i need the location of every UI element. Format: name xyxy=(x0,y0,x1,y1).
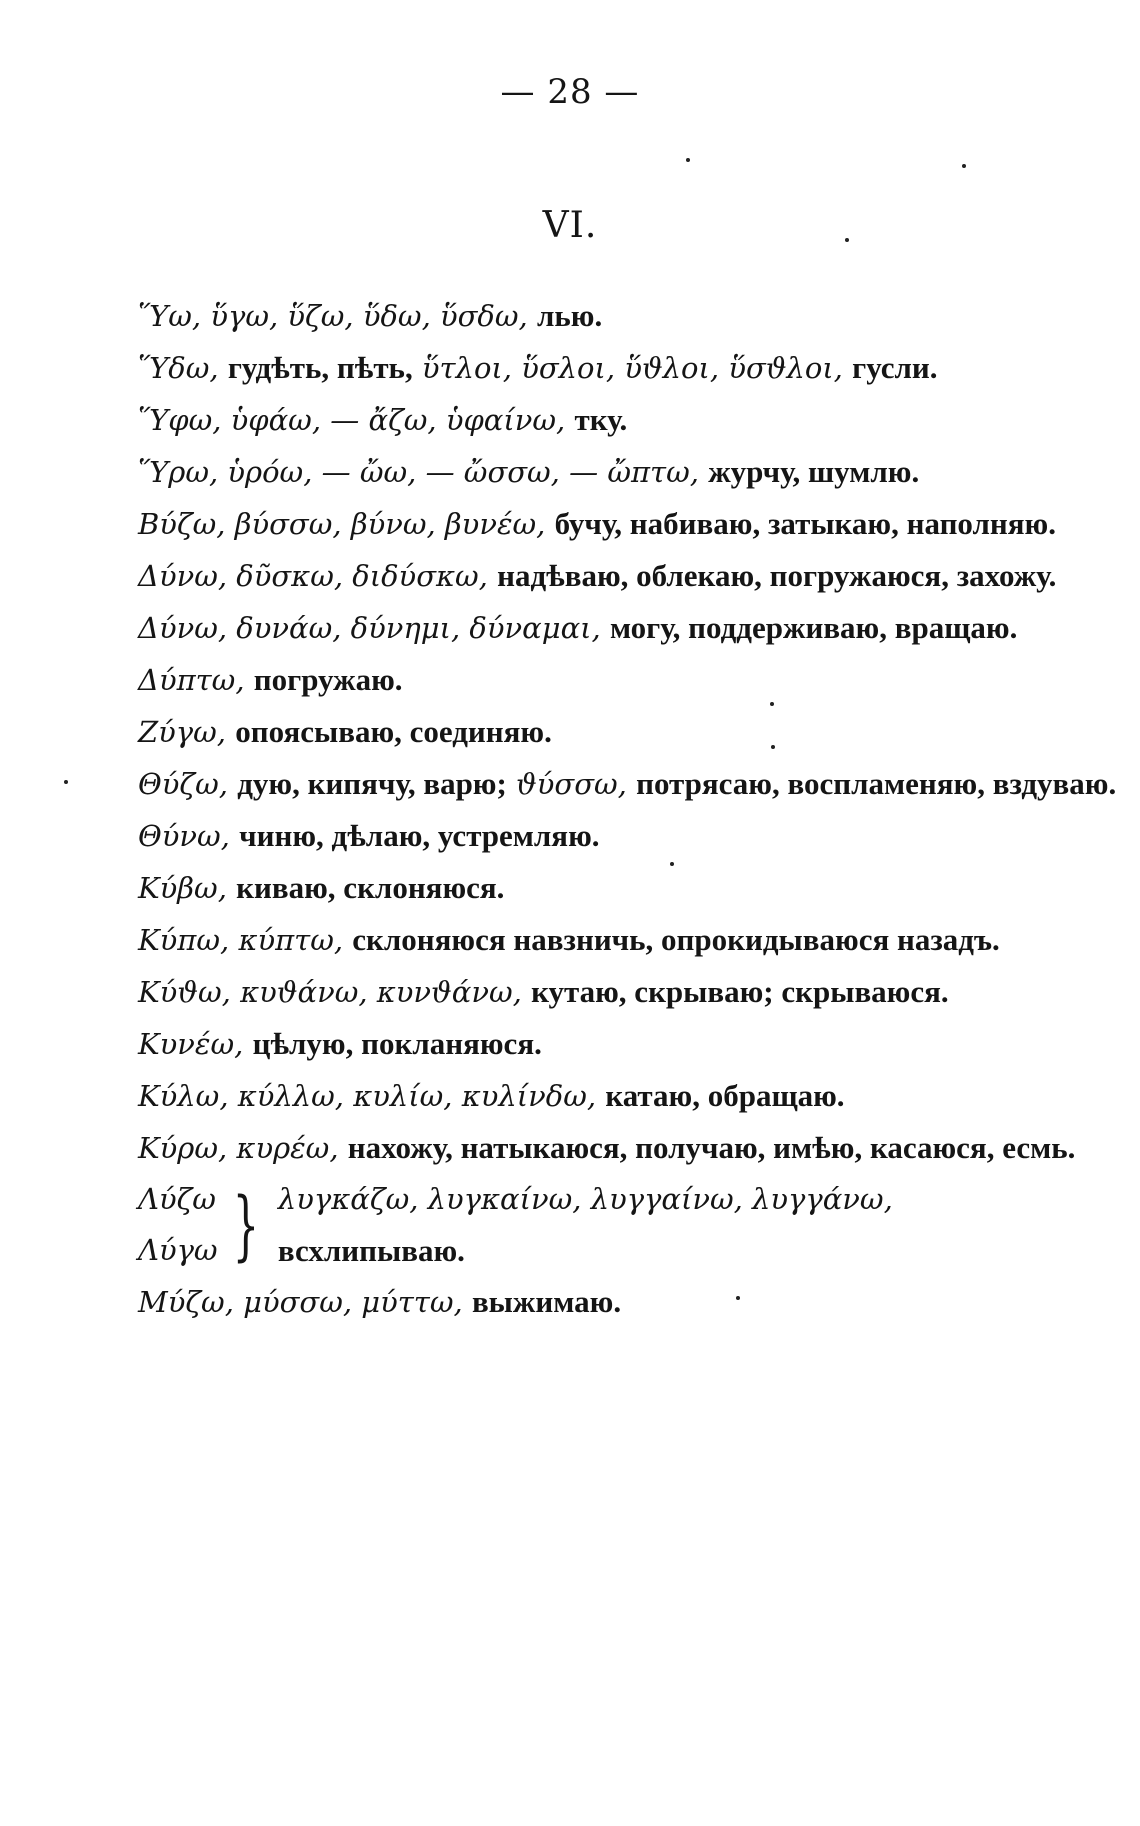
russian-gloss: катаю, обращаю. xyxy=(605,1078,845,1113)
dictionary-entry xyxy=(138,966,1118,1018)
scan-speck xyxy=(845,238,849,242)
russian-gloss: всхлипываю. xyxy=(277,1233,465,1268)
dictionary-entry xyxy=(138,550,1118,602)
scan-speck xyxy=(770,702,774,706)
greek-forms: Δύνω, δῦσκω, διδύσκω, xyxy=(138,559,488,593)
greek-forms-secondary: ϑύσσω, xyxy=(516,767,627,801)
dictionary-entry xyxy=(138,914,1118,966)
russian-gloss: надѣваю, облекаю, погружаюся, захожу. xyxy=(497,558,1057,593)
russian-gloss: могу, поддерживаю, вращаю. xyxy=(609,610,1018,645)
dictionary-entry xyxy=(138,758,1118,810)
dictionary-entry xyxy=(138,498,1118,550)
greek-forms: Κύπω, κύπτω, xyxy=(138,923,344,957)
greek-forms: Θύνω, xyxy=(138,819,230,853)
russian-gloss: нахожу, натыкаюся, получаю, имѣю, касаюся, есмь. xyxy=(347,1130,1076,1165)
scan-speck xyxy=(686,158,690,162)
greek-forms: Ὕδω, xyxy=(138,351,219,385)
russian-gloss: дую, кипячу, варю; xyxy=(237,766,507,801)
dictionary-entry xyxy=(138,1070,1118,1122)
dictionary-entry xyxy=(138,1276,1118,1328)
curly-brace: } xyxy=(232,1180,259,1269)
scan-speck xyxy=(771,745,775,749)
greek-forms: Κύλω, κύλλω, κυλίω, κυλίνδω, xyxy=(138,1079,597,1113)
page-number: — 28 — xyxy=(500,72,640,112)
dictionary-entry xyxy=(138,602,1118,654)
greek-forms: Ὕφω, ὑφάω, — ἄζω, ὑφαίνω, xyxy=(138,403,566,437)
dictionary-entry xyxy=(138,394,1118,446)
braced-headwords xyxy=(138,1174,218,1276)
russian-gloss: кутаю, скрываю; скрываюся. xyxy=(531,974,949,1009)
russian-gloss: гудѣть, пѣть, xyxy=(227,350,413,385)
greek-forms: Κύρω, κυρέω, xyxy=(138,1131,339,1165)
greek-forms: Ὕρω, ὑρόω, — ὤω, — ὤσσω, — ὤπτω, xyxy=(138,455,699,489)
greek-forms-secondary: ὕτλοι, ὕσλοι, ὕϑλοι, ὕσϑλοι, xyxy=(421,351,843,385)
greek-forms: Βύζω, βύσσω, βύνω, βυνέω, xyxy=(138,507,546,541)
scan-speck xyxy=(962,164,966,168)
scan-speck xyxy=(670,862,674,866)
greek-forms: Δύνω, δυνάω, δύνημι, δύναμαι, xyxy=(138,611,601,645)
greek-forms: Ὕω, ὕγω, ὕζω, ὕδω, ὕσδω, xyxy=(138,299,528,333)
russian-gloss: цѣлую, покланяюся. xyxy=(252,1026,542,1061)
russian-gloss: журчу, шумлю. xyxy=(708,454,920,489)
dictionary-entries xyxy=(138,290,1118,1328)
dictionary-entry xyxy=(138,1018,1118,1070)
scan-speck xyxy=(64,780,68,784)
russian-gloss: чиню, дѣлаю, устремляю. xyxy=(239,818,600,853)
section-heading: VI. xyxy=(542,205,598,246)
russian-gloss: выжимаю. xyxy=(471,1284,622,1319)
greek-forms: Ζύγω, xyxy=(138,715,226,749)
braced-dictionary-entry xyxy=(138,1174,1118,1276)
greek-forms: Κυνέω, xyxy=(138,1027,244,1061)
dictionary-entry xyxy=(138,290,1118,342)
russian-gloss-secondary: гусли. xyxy=(852,350,938,385)
dictionary-entry xyxy=(138,654,1118,706)
dictionary-entry xyxy=(138,446,1118,498)
russian-gloss: погружаю. xyxy=(253,662,403,697)
dictionary-entry xyxy=(138,1122,1118,1174)
greek-forms: Μύζω, μύσσω, μύττω, xyxy=(138,1285,463,1319)
dictionary-entry xyxy=(138,706,1118,758)
russian-gloss: киваю, склоняюся. xyxy=(236,870,505,905)
russian-gloss-secondary: потрясаю, воспламеняю, вздуваю. xyxy=(636,766,1117,801)
russian-gloss: опоясываю, соединяю. xyxy=(235,714,552,749)
russian-gloss: тку. xyxy=(574,402,628,437)
russian-gloss: лью. xyxy=(536,298,603,333)
headword: Λύγω xyxy=(138,1233,218,1267)
scan-speck xyxy=(736,1296,740,1300)
dictionary-entry xyxy=(138,342,1118,394)
russian-gloss: бучу, набиваю, затыкаю, наполняю. xyxy=(554,506,1056,541)
greek-forms: Θύζω, xyxy=(138,767,228,801)
headword: Λύζω xyxy=(138,1182,216,1216)
greek-forms: Δύπτω, xyxy=(138,663,245,697)
dictionary-entry xyxy=(138,862,1118,914)
russian-gloss: склоняюся навзничь, опрокидываюся назадъ. xyxy=(352,922,1000,957)
greek-forms: λυγκάζω, λυγκαίνω, λυγγαίνω, λυγγάνω, xyxy=(277,1182,893,1216)
dictionary-entry xyxy=(138,810,1118,862)
greek-forms: Κύβω, xyxy=(138,871,227,905)
braced-forms xyxy=(278,1174,893,1276)
greek-forms: Κύϑω, κυϑάνω, κυνϑάνω, xyxy=(138,975,522,1009)
